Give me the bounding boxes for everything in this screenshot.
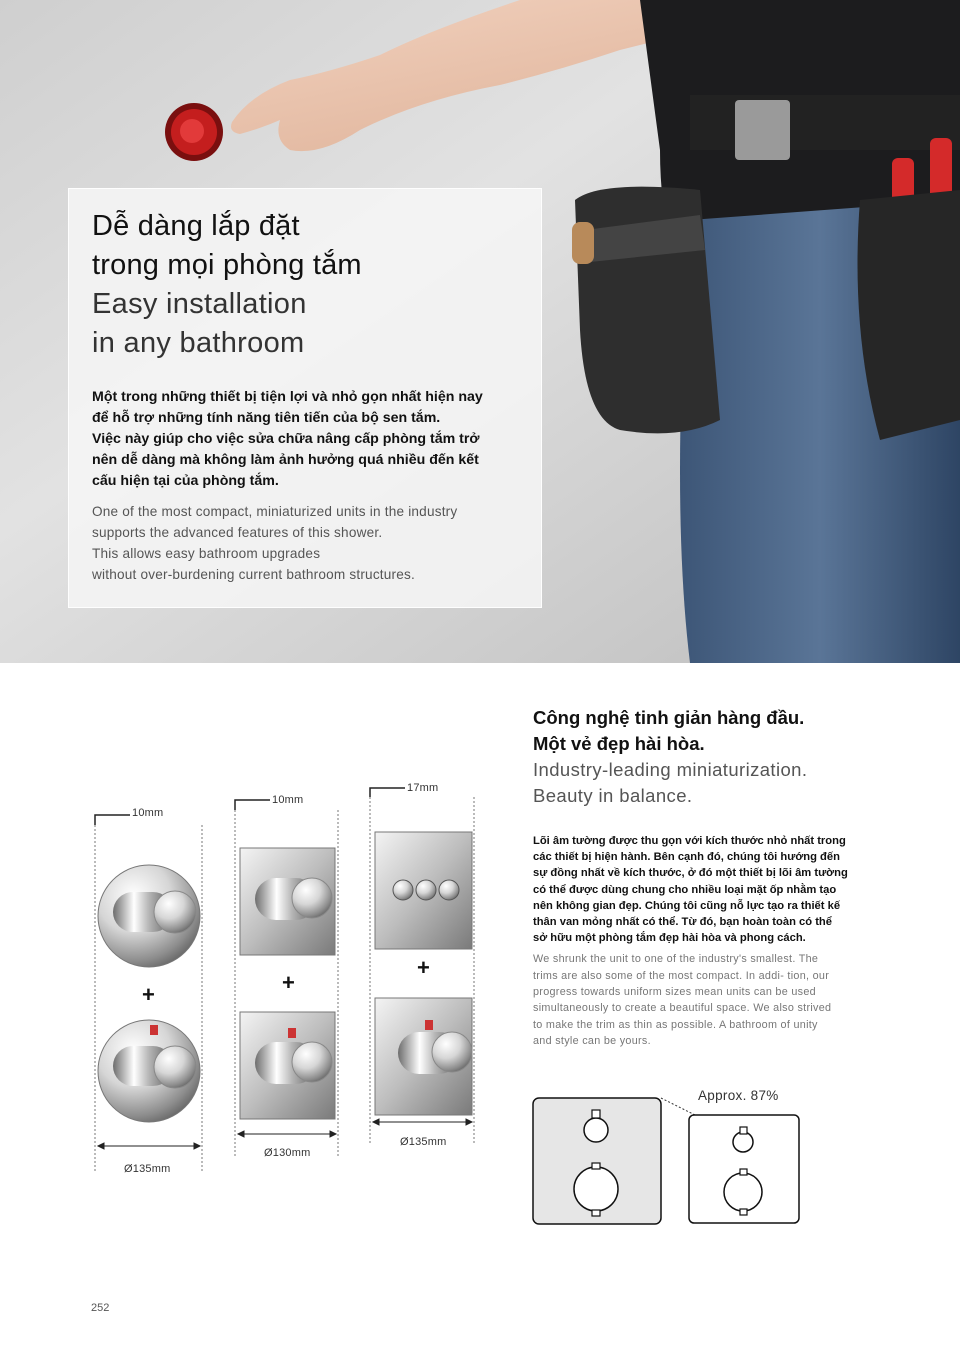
hero-body-en-line: This allows easy bathroom upgrades	[92, 546, 321, 561]
feature-text-block	[533, 705, 928, 1049]
feature-body-en-line: trims are also some of the most compact. In addi- tion, our	[533, 969, 830, 982]
hero-body-vietnamese	[92, 387, 519, 492]
page-number: 252	[91, 1302, 110, 1314]
feature-title-vi-line: Công nghệ tinh giản hàng đầu.	[533, 707, 805, 728]
round-depth-label: 10mm	[132, 807, 164, 819]
square-small-trim-top	[240, 848, 335, 955]
hero-title-vietnamese	[92, 207, 519, 285]
feature-body-en-line: simultaneously to create a beautiful space. We also strived	[533, 1002, 832, 1015]
hero-body-vi-line: để hỗ trợ những tính năng tiên tiến của bộ sen tắm.	[92, 410, 441, 426]
feature-body-en-line: We shrunk the unit to one of the industry's smallest. The	[533, 953, 819, 966]
feature-body-vi-line: sự đồng nhất về kích thước, ở đó một thiết bị lõi âm tường	[533, 867, 848, 880]
hero-title-vi-line: trong mọi phòng tắm	[92, 249, 362, 281]
product-lineup-diagram	[80, 780, 480, 1200]
feature-body-vi-line: có thể được dùng chung cho nhiều loại mặt ốp nhằm tạo	[533, 883, 837, 896]
feature-title-vi-line: Một vẻ đẹp hài hòa.	[533, 733, 705, 754]
previous-trim-outline	[533, 1098, 661, 1224]
feature-title-english	[533, 757, 928, 809]
hero-body-en-line: One of the most compact, miniaturized units in the industry	[92, 504, 458, 519]
size-comparison-diagram	[530, 1085, 810, 1230]
feature-body-vi-line: nên không gian đẹp. Chúng tôi cũng nỗ lực tạo ra thiết kế	[533, 899, 841, 912]
square-large-diameter-label: Ø135mm	[400, 1136, 447, 1148]
hero-title-vi-line: Dễ dàng lắp đặt	[92, 210, 300, 242]
feature-body-english	[533, 951, 928, 1049]
hero-title-en-line: Easy installation	[92, 288, 307, 320]
new-trim-outline	[689, 1115, 799, 1223]
belt-buckle	[735, 100, 790, 160]
hero-body-en-line: supports the advanced features of this shower.	[92, 525, 383, 540]
hero-title-en-line: in any bathroom	[92, 327, 305, 359]
square-small-trim-bottom	[240, 1012, 335, 1119]
size-comparison-graphic	[530, 1085, 810, 1230]
square-small-depth-label: 10mm	[272, 794, 304, 806]
square-large-trim-bottom	[375, 998, 472, 1115]
round-diameter-label: Ø135mm	[124, 1163, 171, 1175]
plus-sign-square-small: +	[282, 970, 295, 995]
square-small-diameter-label: Ø130mm	[264, 1147, 311, 1159]
square-large-trim-top	[375, 832, 472, 949]
hero-body-vi-line: Một trong những thiết bị tiện lợi và nhỏ gọn nhất hiện nay	[92, 389, 483, 405]
comparison-connector	[661, 1098, 695, 1115]
hero-body-vi-line: nên dễ dàng mà không làm ảnh hưởng quá nhiều đến kết	[92, 452, 479, 468]
feature-body-vi-line: Lõi âm tường được thu gọn với kích thước nhỏ nhất trong	[533, 835, 846, 847]
plus-sign-round: +	[142, 982, 155, 1007]
hero-body-vi-line: Việc này giúp cho việc sửa chữa nâng cấp phòng tắm trở	[92, 431, 480, 447]
plus-sign-square-large: +	[417, 955, 430, 980]
round-trim-bottom	[98, 1020, 200, 1122]
hero-title-english	[92, 285, 519, 363]
feature-title-vietnamese	[533, 705, 928, 757]
side-pouch	[858, 190, 960, 440]
hero-body-english	[92, 501, 519, 585]
round-trim-top	[98, 865, 200, 967]
feature-title-en-line: Industry-leading miniaturization.	[533, 759, 808, 780]
feature-body-vi-line: thân van mỏng nhất có thể. Từ đó, bạn hoàn toàn có thể	[533, 916, 832, 929]
feature-body-vi-line: sở hữu một phòng tắm đẹp hài hòa và phong cách.	[533, 932, 806, 945]
feature-body-en-line: to make the trim as thin as possible. A bathroom of unity	[533, 1018, 818, 1031]
approx-percentage-label: Approx. 87%	[698, 1088, 779, 1103]
hero-text-panel	[68, 188, 542, 608]
feature-body-en-line: and style can be yours.	[533, 1034, 651, 1047]
feature-title-en-line: Beauty in balance.	[533, 785, 693, 806]
hammer-handle	[572, 222, 594, 264]
wall-socket-hole	[165, 103, 223, 161]
hero-body-vi-line: cấu hiện tại của phòng tắm.	[92, 473, 279, 489]
feature-body-vi-line: các thiết bị hiện hành. Bên cạnh đó, chúng tôi hướng đến	[533, 851, 840, 864]
square-large-depth-label: 17mm	[407, 782, 439, 794]
hero-body-en-line: without over-burdening current bathroom structures.	[92, 567, 416, 582]
feature-body-en-line: progress towards uniform sizes mean units can be used	[533, 986, 816, 999]
feature-body-vietnamese	[533, 833, 928, 946]
hero-photo	[0, 0, 960, 663]
tool-belt	[690, 95, 960, 150]
